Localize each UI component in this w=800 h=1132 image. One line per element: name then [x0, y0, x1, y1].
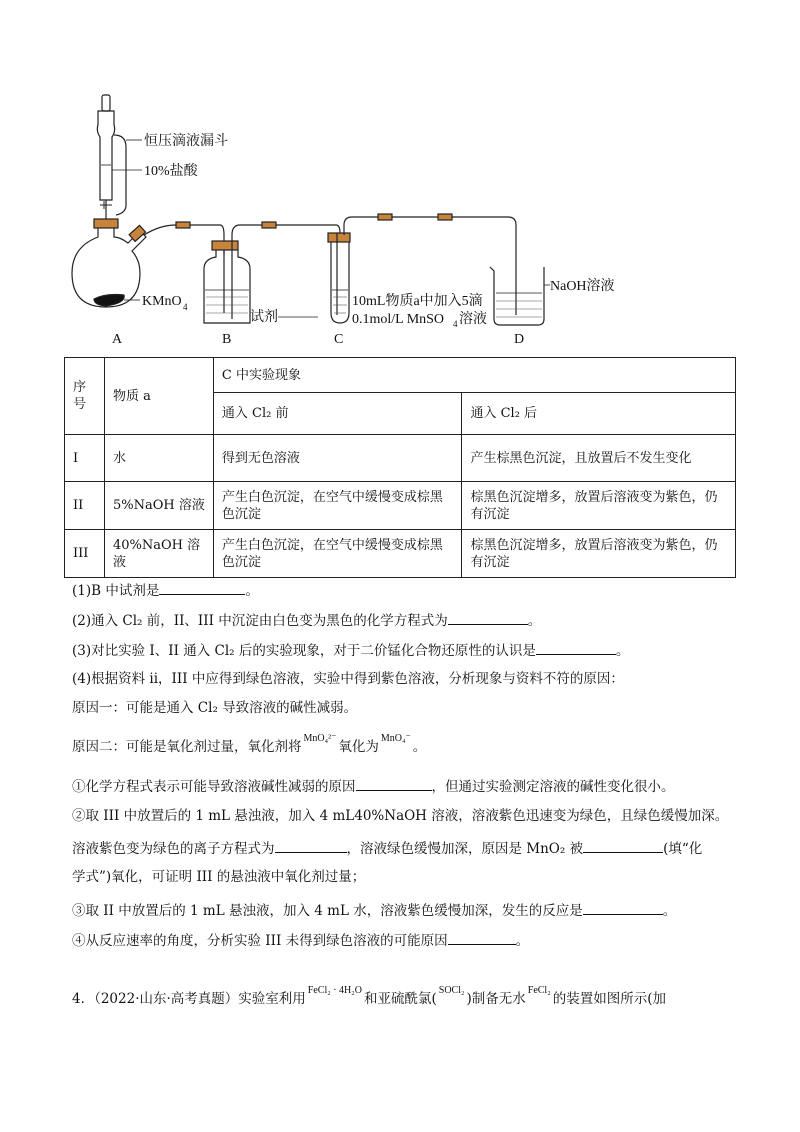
question-1: [72, 580, 259, 600]
question-text: (2)通入 Cl₂ 前，II、III 中沉淀由白色变为黑色的化学方程式为: [72, 613, 448, 629]
row-after: 棕黑色沉淀增多，放置后溶液变为紫色，仍有沉淀: [462, 530, 736, 578]
question-text: (填“化: [663, 841, 703, 857]
table-row: [65, 530, 736, 578]
flask-label-a: A: [112, 332, 123, 347]
answer-blank[interactable]: [448, 930, 516, 945]
stopper-a: [94, 219, 118, 228]
question-text: )制备无水: [466, 991, 526, 1007]
problem-4: [72, 985, 666, 1010]
label-funnel: 恒压滴液漏斗: [144, 134, 228, 149]
label-c-line1: 10mL物质a中加入5滴: [352, 294, 483, 309]
sub-question-1: [72, 776, 675, 796]
question-text: 氧化为: [338, 739, 379, 755]
flask-label-b: B: [222, 332, 232, 347]
row-before: 产生白色沉淀，在空气中缓慢变成棕黑色沉淀: [213, 530, 462, 578]
label-c-line2sub: 4: [453, 319, 458, 329]
funnel-stopper: [102, 95, 110, 111]
question-text: 。: [527, 613, 542, 629]
sub-question-2: [72, 807, 728, 825]
label-c-line2b: 溶液: [459, 312, 487, 327]
label-b-reagent: 试剂: [250, 310, 278, 325]
header-phenomenon: C 中实验现象: [213, 358, 735, 393]
question-text: ①化学方程式表示可能导致溶液碱性减弱的原因: [72, 779, 356, 795]
row-substance: 5%NaOH 溶液: [104, 482, 213, 530]
answer-blank[interactable]: [448, 610, 528, 625]
sub-question-3: [72, 900, 676, 920]
question-4: [72, 670, 624, 688]
beaker-d: [490, 267, 544, 325]
sub-question-2c: [72, 868, 365, 886]
reason-2: [72, 733, 427, 758]
formula-mno4: MnO₄⁻: [380, 733, 411, 744]
pressure-tube: [114, 135, 126, 215]
row-after: 棕黑色沉淀增多，放置后溶液变为紫色，仍有沉淀: [462, 482, 736, 530]
question-text: 。: [245, 583, 259, 599]
bottle-b: [204, 250, 250, 323]
question-text: 。: [615, 643, 630, 659]
answer-blank[interactable]: [583, 900, 663, 915]
label-c-line2a: 0.1mol/L MnSO: [352, 312, 445, 327]
answer-blank[interactable]: [159, 580, 245, 595]
kmno4-solid: [94, 295, 124, 307]
question-text: 。: [412, 739, 427, 755]
header-substance: 物质 a: [104, 358, 213, 435]
row-substance: 40%NaOH 溶液: [104, 530, 213, 578]
label-acid: 10%盐酸: [144, 164, 198, 179]
question-text: 和亚硫酰氯(: [363, 991, 437, 1007]
formula-mno4-2: MnO₄²⁻: [303, 733, 337, 744]
question-text: 。: [515, 933, 530, 949]
label-naoh: NaOH溶液: [550, 279, 615, 294]
stopper-b: [212, 241, 238, 250]
answer-blank[interactable]: [583, 838, 663, 853]
table-row: [65, 435, 736, 482]
question-text: 。: [662, 903, 677, 919]
label-kmno4-sub: 4: [183, 302, 188, 312]
question-text: 溶液紫色变为绿色的离子方程式为: [72, 841, 275, 857]
answer-blank[interactable]: [275, 838, 347, 853]
sub-question-4: [72, 930, 529, 950]
question-3: [72, 640, 629, 660]
row-before: 产生白色沉淀，在空气中缓慢变成棕黑色沉淀: [213, 482, 462, 530]
row-id: III: [65, 530, 105, 578]
question-text: ③取 II 中放置后的 1 mL 悬浊液，加入 4 mL 水，溶液紫色缓慢加深，发生的反应是: [72, 903, 583, 919]
question-text: 原因二：可能是氧化剂过量，氧化剂将: [72, 739, 302, 755]
funnel-body: [97, 111, 114, 200]
formula-fecl2-hydrate: FeCl₂ · 4H₂O: [307, 985, 362, 996]
table-row: [65, 482, 736, 530]
question-text: (3)对比实验 I、II 通入 Cl₂ 后的实验现象，对于二价锰化合物还原性的认识是: [72, 643, 536, 659]
formula-fecl2: FeCl₂: [527, 985, 551, 996]
answer-blank[interactable]: [536, 640, 616, 655]
header-after: 通入 Cl₂ 后: [462, 393, 736, 435]
row-id: I: [65, 435, 105, 482]
question-text: (4)根据资料 ii，III 中应得到绿色溶液，实验中得到紫色溶液，分析现象与资料不符的原因：: [72, 671, 624, 687]
row-after: 产生棕黑色沉淀，且放置后不发生变化: [462, 435, 736, 482]
experiment-table: [64, 357, 736, 578]
row-before: 得到无色溶液: [213, 435, 462, 482]
header-before: 通入 Cl₂ 前: [213, 393, 462, 435]
row-substance: 水: [104, 435, 213, 482]
question-text: ，但通过实验测定溶液的碱性变化很小。: [431, 779, 675, 795]
question-text: 的装置如图所示(加: [552, 991, 666, 1007]
question-text: 原因一：可能是通入 Cl₂ 导致溶液的碱性减弱。: [72, 700, 358, 716]
reason-1: [72, 699, 357, 717]
question-text: (1)B 中试剂是: [72, 583, 160, 599]
question-text: ④从反应速率的角度，分析实验 III 未得到绿色溶液的可能原因: [72, 933, 448, 949]
formula-socl2: SOCl₂: [438, 985, 465, 996]
test-tube-c: [331, 242, 349, 323]
question-text: ，溶液绿色缓慢加深，原因是 MnO₂ 被: [346, 841, 584, 857]
apparatus-diagram: [60, 85, 660, 347]
answer-blank[interactable]: [356, 776, 432, 791]
sub-question-2b: [72, 838, 702, 858]
flask-label-c: C: [334, 332, 344, 347]
label-kmno4: KMnO: [142, 294, 182, 309]
question-text: 学式”)氧化，可证明 III 的悬浊液中氧化剂过量；: [72, 869, 366, 885]
question-text: ②取 III 中放置后的 1 mL 悬浊液，加入 4 mL40%NaOH 溶液，溶液紫色迅速变为绿色，且绿色缓慢加深。: [72, 808, 729, 824]
row-id: II: [65, 482, 105, 530]
question-text: 4．（2022·山东·高考真题）实验室利用: [72, 991, 306, 1007]
stopper-c: [328, 233, 350, 242]
header-index: 序号: [65, 358, 105, 435]
flask-label-d: D: [514, 332, 525, 347]
question-2: [72, 610, 541, 630]
